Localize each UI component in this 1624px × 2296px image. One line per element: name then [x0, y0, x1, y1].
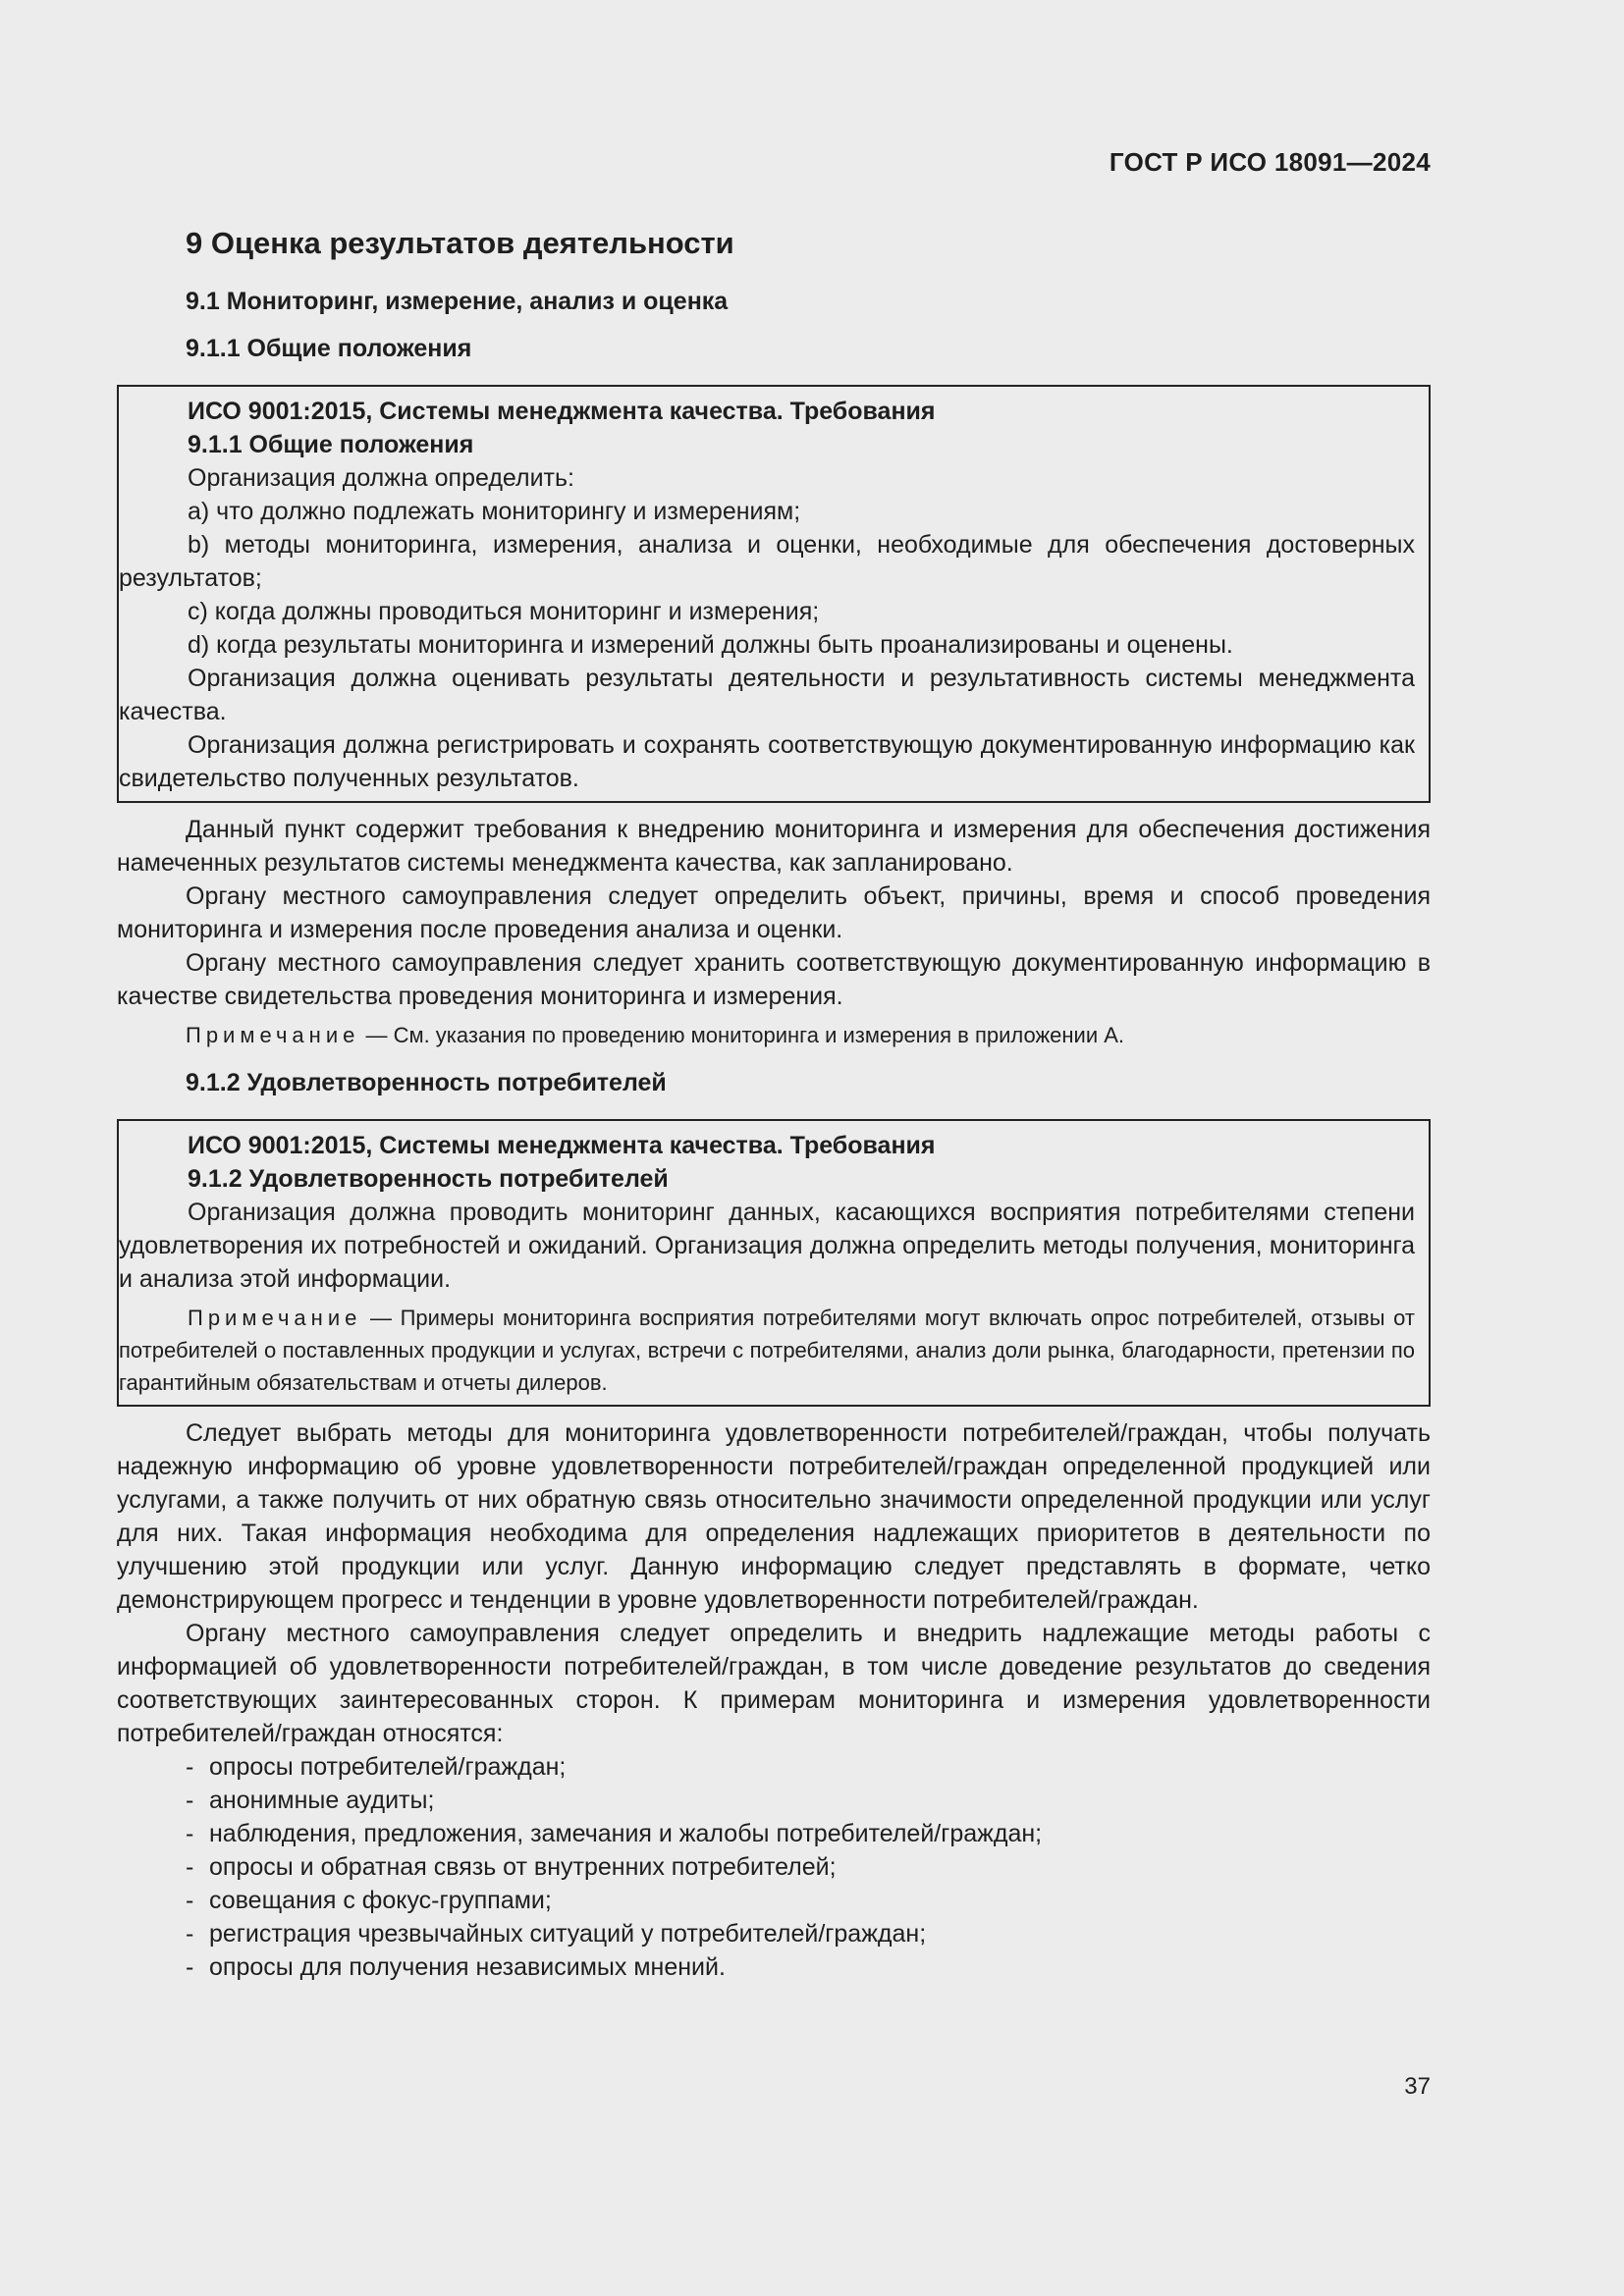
list-item: - опросы для получения независимых мнений. [186, 1953, 726, 1981]
body-paragraph: Следует выбрать методы для мониторинга удовлетворенности потребителей/граждан, чтобы получать надежную информацию об уровне удовлетворенности потребителей/граждан определенной продукцией или услугами, а также получить от них обратную связь относительно значимости определенной продукции или услуг для них. Такая информация необходима для определения надлежащих приоритетов в деятельности по улучшению этой продукции или услуг. Данную информацию следует представлять в формате, четко демонстрирующем прогресс и тенденции в уровне удовлетворенности потребителей/граждан. [117, 1419, 1431, 1614]
box-subtitle: 9.1.1 Общие положения [188, 431, 474, 458]
note-label: Примечание [186, 1023, 360, 1047]
box-title: ИСО 9001:2015, Системы менеджмента качества. Требования [188, 1132, 936, 1159]
page-number: 37 [1404, 2073, 1431, 2100]
box-item-b: b) методы мониторинга, измерения, анализа и оценки, необходимые для обеспечения достоверных результатов; [119, 531, 1415, 592]
box-paragraph: Организация должна оценивать результаты деятельности и результативность системы менеджмента качества. [119, 665, 1415, 725]
section-9-1-heading: 9.1 Мониторинг, измерение, анализ и оценка [186, 288, 729, 315]
note-label: Примечание [188, 1306, 362, 1330]
box-title: ИСО 9001:2015, Системы менеджмента качества. Требования [188, 398, 936, 425]
iso-requirement-box-9-1-1 [117, 385, 1431, 803]
box-subtitle: 9.1.2 Удовлетворенность потребителей [188, 1165, 669, 1193]
section-9-heading: 9 Оценка результатов деятельности [186, 226, 734, 260]
list-item: - анонимные аудиты; [186, 1787, 435, 1814]
list-item: - опросы потребителей/граждан; [186, 1753, 567, 1781]
section-9-1-2-heading: 9.1.2 Удовлетворенность потребителей [186, 1069, 667, 1096]
list-item: - наблюдения, предложения, замечания и жалобы потребителей/граждан; [186, 1820, 1043, 1847]
list-item: - регистрация чрезвычайных ситуаций у потребителей/граждан; [186, 1920, 927, 1948]
box-intro: Организация должна определить: [188, 464, 574, 492]
monitoring-examples-list [117, 1750, 1431, 1984]
list-item: - совещания с фокус-группами; [186, 1887, 552, 1914]
section-9-1-1-heading: 9.1.1 Общие положения [186, 335, 472, 362]
body-paragraph: Органу местного самоуправления следует определить объект, причины, время и способ проведения мониторинга и измерения после проведения анализа и оценки. [117, 882, 1431, 943]
body-paragraph: Органу местного самоуправления следует определить и внедрить надлежащие методы работы с информацией об удовлетворенности потребителей/граждан, в том числе доведение результатов до сведения соответствующих заинтересованных сторон. К примерам мониторинга и измерения удовлетворенности потребителей/граждан относятся: [117, 1620, 1431, 1747]
note-text: — См. указания по проведению мониторинга и измерения в приложении А. [359, 1023, 1125, 1047]
note [117, 1019, 1431, 1052]
page-content [117, 220, 1431, 1984]
box-note [119, 1302, 1415, 1399]
box-paragraph: Организация должна регистрировать и сохранять соответствующую документированную информацию как свидетельство полученных результатов. [119, 731, 1415, 792]
body-paragraph: Данный пункт содержит требования к внедрению мониторинга и измерения для обеспечения достижения намеченных результатов системы менеджмента качества, как запланировано. [117, 816, 1431, 877]
body-paragraph: Органу местного самоуправления следует хранить соответствующую документированную информацию в качестве свидетельства проведения мониторинга и измерения. [117, 949, 1431, 1010]
list-item: - опросы и обратная связь от внутренних потребителей; [186, 1853, 837, 1881]
iso-requirement-box-9-1-2 [117, 1119, 1431, 1407]
box-item-d: d) когда результаты мониторинга и измерений должны быть проанализированы и оценены. [188, 631, 1233, 659]
document-identifier: ГОСТ Р ИСО 18091—2024 [1109, 147, 1431, 177]
note-text: — Примеры мониторинга восприятия потребителями могут включать опрос потребителей, отзывы от потребителей о поставленных продукции и услугах, встречи с потребителями, анализ доли рынка, благодарности, претензии по гарантийным обязательствам и отчеты дилеров. [119, 1306, 1415, 1395]
box-item-a: a) что должно подлежать мониторингу и измерениям; [188, 498, 801, 525]
box-item-c: c) когда должны проводиться мониторинг и измерения; [188, 598, 820, 625]
box-paragraph: Организация должна проводить мониторинг данных, касающихся восприятия потребителями степени удовлетворения их потребностей и ожиданий. Организация должна определить методы получения, мониторинга и анализа этой информации. [119, 1199, 1415, 1293]
